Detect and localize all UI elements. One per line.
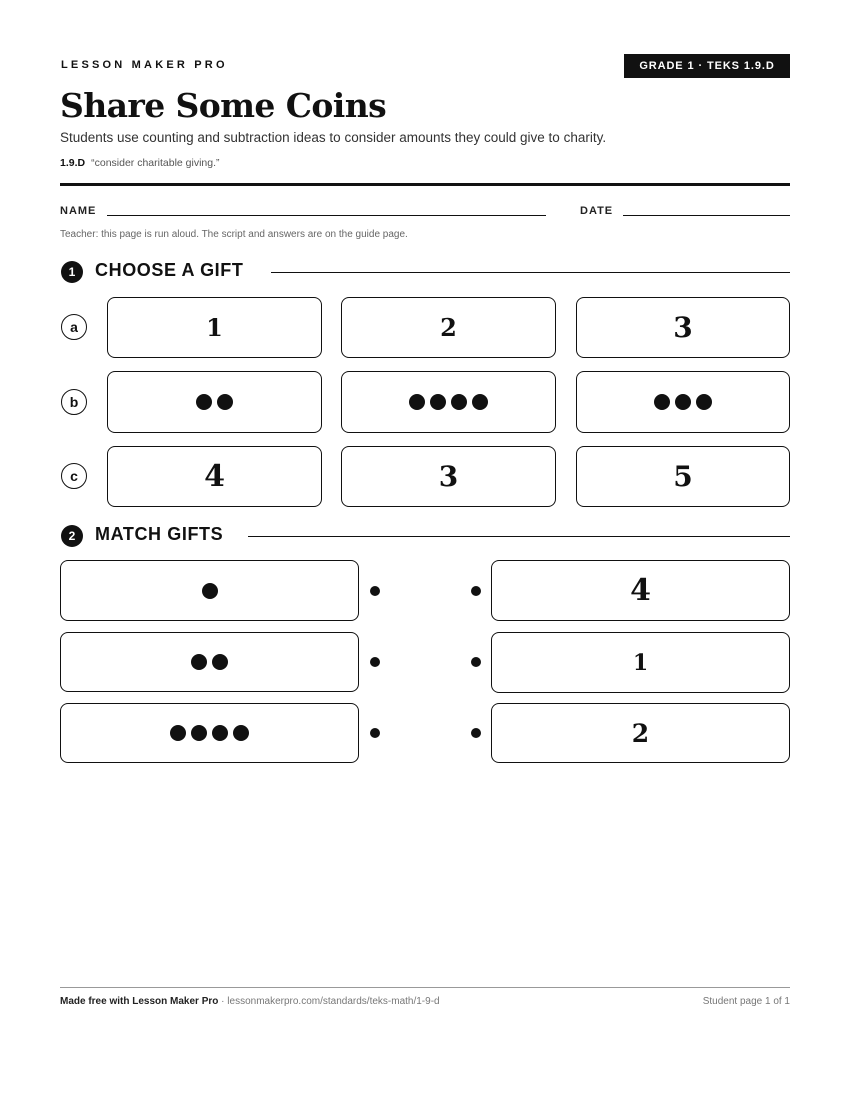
match-left-dot-2[interactable] [370,657,380,667]
gift-numeral: 2 [440,312,457,342]
coin-dot [191,654,207,670]
match-numeral: 1 [632,649,649,676]
standard-code: 1.9.D [60,157,86,169]
match-left-card-1[interactable] [60,560,359,621]
gift-card-a-2[interactable] [341,297,556,358]
gift-card-c-3[interactable] [576,446,790,507]
footer-made-with: Made free with Lesson Maker Pro [60,996,219,1007]
match-left-card-2[interactable] [60,632,359,692]
row-letter-b: b [61,389,87,415]
coin-dots [170,725,249,741]
page-title: Share Some Coins [60,86,387,125]
coin-dots [654,394,712,410]
coin-dot [202,583,218,599]
match-numeral: 4 [630,572,651,608]
name-field[interactable] [107,215,546,216]
coin-dot [696,394,712,410]
match-right-card-2[interactable] [491,632,790,693]
match-right-dot-2[interactable] [471,657,481,667]
match-right-card-3[interactable] [491,703,790,763]
standard-line [60,157,220,169]
section-2-rule [248,536,790,537]
coin-dot [409,394,425,410]
match-numeral: 2 [631,718,650,748]
coin-dot [675,394,691,410]
row-letter-c: c [61,463,87,489]
gift-card-b-1[interactable] [107,371,322,433]
header-divider [60,183,790,186]
coin-dot [212,654,228,670]
grade-badge: GRADE 1 · TEKS 1.9.D [624,54,790,78]
gift-card-c-1[interactable] [107,446,322,507]
coin-dot [212,725,228,741]
section-2-number: 2 [61,525,83,547]
gift-numeral: 4 [204,458,225,494]
footer-credit: Made free with Lesson Maker Pro · lessonmakerpro.com/standards/teks-math/1-9-d [60,996,440,1007]
coin-dots [196,394,233,410]
coin-dot [654,394,670,410]
teacher-note: Teacher: this page is run aloud. The script and answers are on the guide page. [60,229,408,240]
match-right-dot-3[interactable] [471,728,481,738]
gift-card-c-2[interactable] [341,446,556,507]
coin-dot [170,725,186,741]
page-subtitle: Students use counting and subtraction ideas to consider amounts they could give to charity. [60,130,607,145]
gift-card-b-3[interactable] [576,371,790,433]
coin-dots [409,394,488,410]
footer-divider [60,987,790,988]
match-right-card-1[interactable] [491,560,790,621]
row-letter-a: a [61,314,87,340]
gift-card-b-2[interactable] [341,371,556,433]
gift-numeral: 1 [206,312,223,342]
date-label: DATE [580,205,614,217]
gift-numeral: 3 [438,459,459,493]
coin-dot [191,725,207,741]
brand-name: LESSON MAKER PRO [61,59,228,71]
section-1-rule [271,272,790,273]
match-left-card-3[interactable] [60,703,359,763]
match-left-dot-3[interactable] [370,728,380,738]
standard-text: “consider charitable giving.” [91,157,220,169]
match-left-dot-1[interactable] [370,586,380,596]
coin-dot [451,394,467,410]
name-label: NAME [60,205,97,217]
coin-dot [196,394,212,410]
section-1-number: 1 [61,261,83,283]
gift-numeral: 5 [673,459,693,493]
date-field[interactable] [623,215,790,216]
gift-numeral: 3 [673,310,693,344]
coin-dot [233,725,249,741]
footer-page-label: Student page 1 of 1 [702,996,790,1007]
gift-card-a-3[interactable] [576,297,790,358]
section-2-title: MATCH GIFTS [95,524,224,544]
coin-dot [430,394,446,410]
coin-dots [202,583,218,599]
coin-dot [217,394,233,410]
coin-dot [472,394,488,410]
match-right-dot-1[interactable] [471,586,481,596]
footer-url[interactable]: lessonmakerpro.com/standards/teks-math/1-9-d [227,996,440,1007]
gift-card-a-1[interactable] [107,297,322,358]
section-1-title: CHOOSE A GIFT [95,260,244,280]
coin-dots [191,654,228,670]
